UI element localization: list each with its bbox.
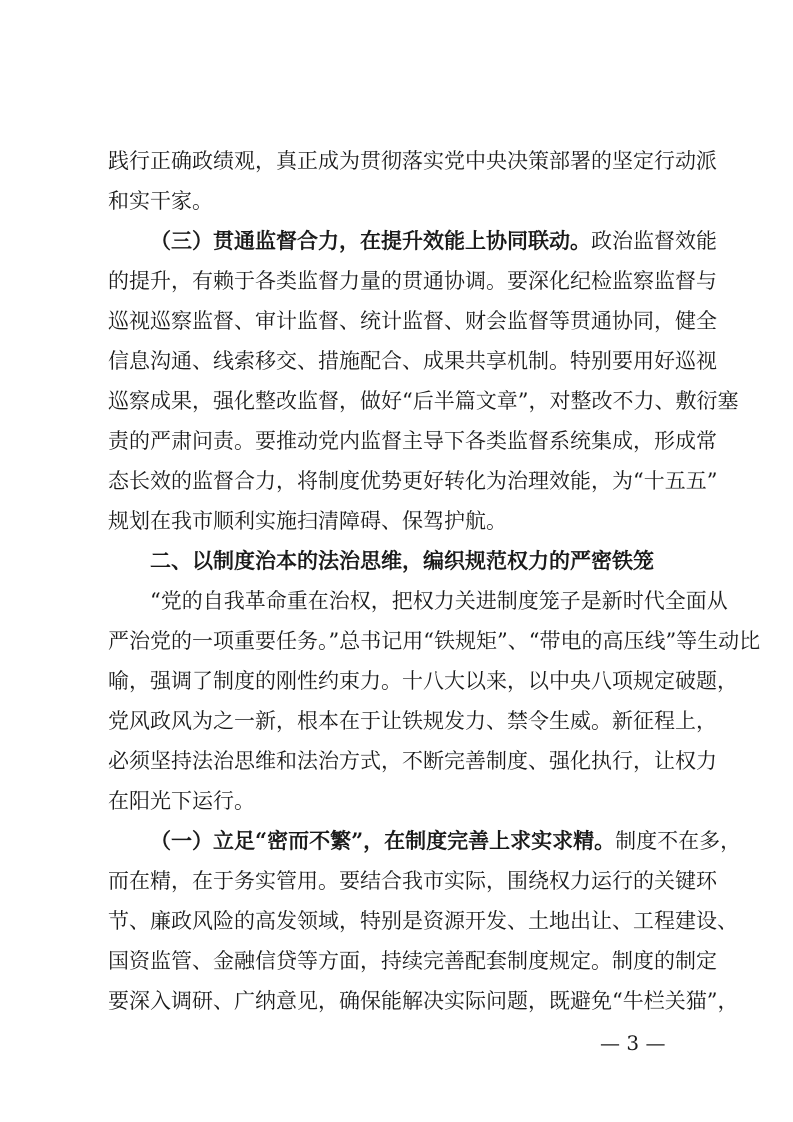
text-line: 践行正确政绩观，真正成为贯彻落实党中央决策部署的坚定行动派	[108, 149, 717, 173]
part-2-heading: 二、以制度治本的法治思维，编织规范权力的严密铁笼	[150, 549, 654, 573]
text-line: 信息沟通、线索移交、措施配合、成果共享机制。特别要用好巡视	[108, 349, 717, 373]
section-1-first-line	[108, 821, 742, 861]
text-line: 党风政风为之一新，根本在于让铁规发力、禁令生威。新征程上，	[108, 709, 717, 733]
section-3-heading: （三）贯通监督合力，在提升效能上协同联动。	[150, 228, 591, 253]
text-line: 严治党的一项重要任务。”总书记用“铁规矩”、“带电的高压线”等生动比	[108, 629, 761, 653]
text-line: “党的自我革命重在治权，把权力关进制度笼子是新时代全面从	[150, 589, 728, 613]
section-1-text: 制度不在多，	[615, 829, 742, 853]
section-1-heading: （一）立足“密而不繁”，在制度完善上求实求精。	[150, 828, 616, 853]
text-line: 责的严肃问责。要推动党内监督主导下各类监督系统集成，形成常	[108, 429, 717, 453]
text-line: 规划在我市顺利实施扫清障碍、保驾护航。	[108, 509, 507, 533]
text-line: 的提升，有赖于各类监督力量的贯通协调。要深化纪检监察监督与	[108, 269, 717, 293]
text-line: 和实干家。	[108, 189, 213, 213]
text-line: 态长效的监督合力，将制度优势更好转化为治理效能，为“十五五”	[108, 469, 718, 493]
text-line: 节、廉政风险的高发领域，特别是资源开发、土地出让、工程建设、	[108, 909, 738, 933]
text-line: 喻，强调了制度的刚性约束力。十八大以来，以中央八项规定破题，	[108, 669, 738, 693]
text-line: 巡视巡察监督、审计监督、统计监督、财会监督等贯通协同，健全	[108, 309, 717, 333]
section-3-text: 政治监督效能	[591, 229, 717, 253]
page-number: — 3 —	[600, 1031, 666, 1055]
text-line: 巡察成果，强化整改监督，做好“后半篇文章”，对整改不力、敷衍塞	[108, 389, 739, 413]
section-3-first-line	[108, 221, 717, 261]
text-line: 要深入调研、广纳意见，确保能解决实际问题，既避免“牛栏关猫”，	[108, 989, 739, 1013]
text-line: 在阳光下运行。	[108, 789, 255, 813]
text-line: 必须坚持法治思维和法治方式，不断完善制度、强化执行，让权力	[108, 749, 717, 773]
text-line: 而在精，在于务实管用。要结合我市实际，围绕权力运行的关键环	[108, 869, 717, 893]
text-line: 国资监管、金融信贷等方面，持续完善配套制度规定。制度的制定	[108, 949, 717, 973]
